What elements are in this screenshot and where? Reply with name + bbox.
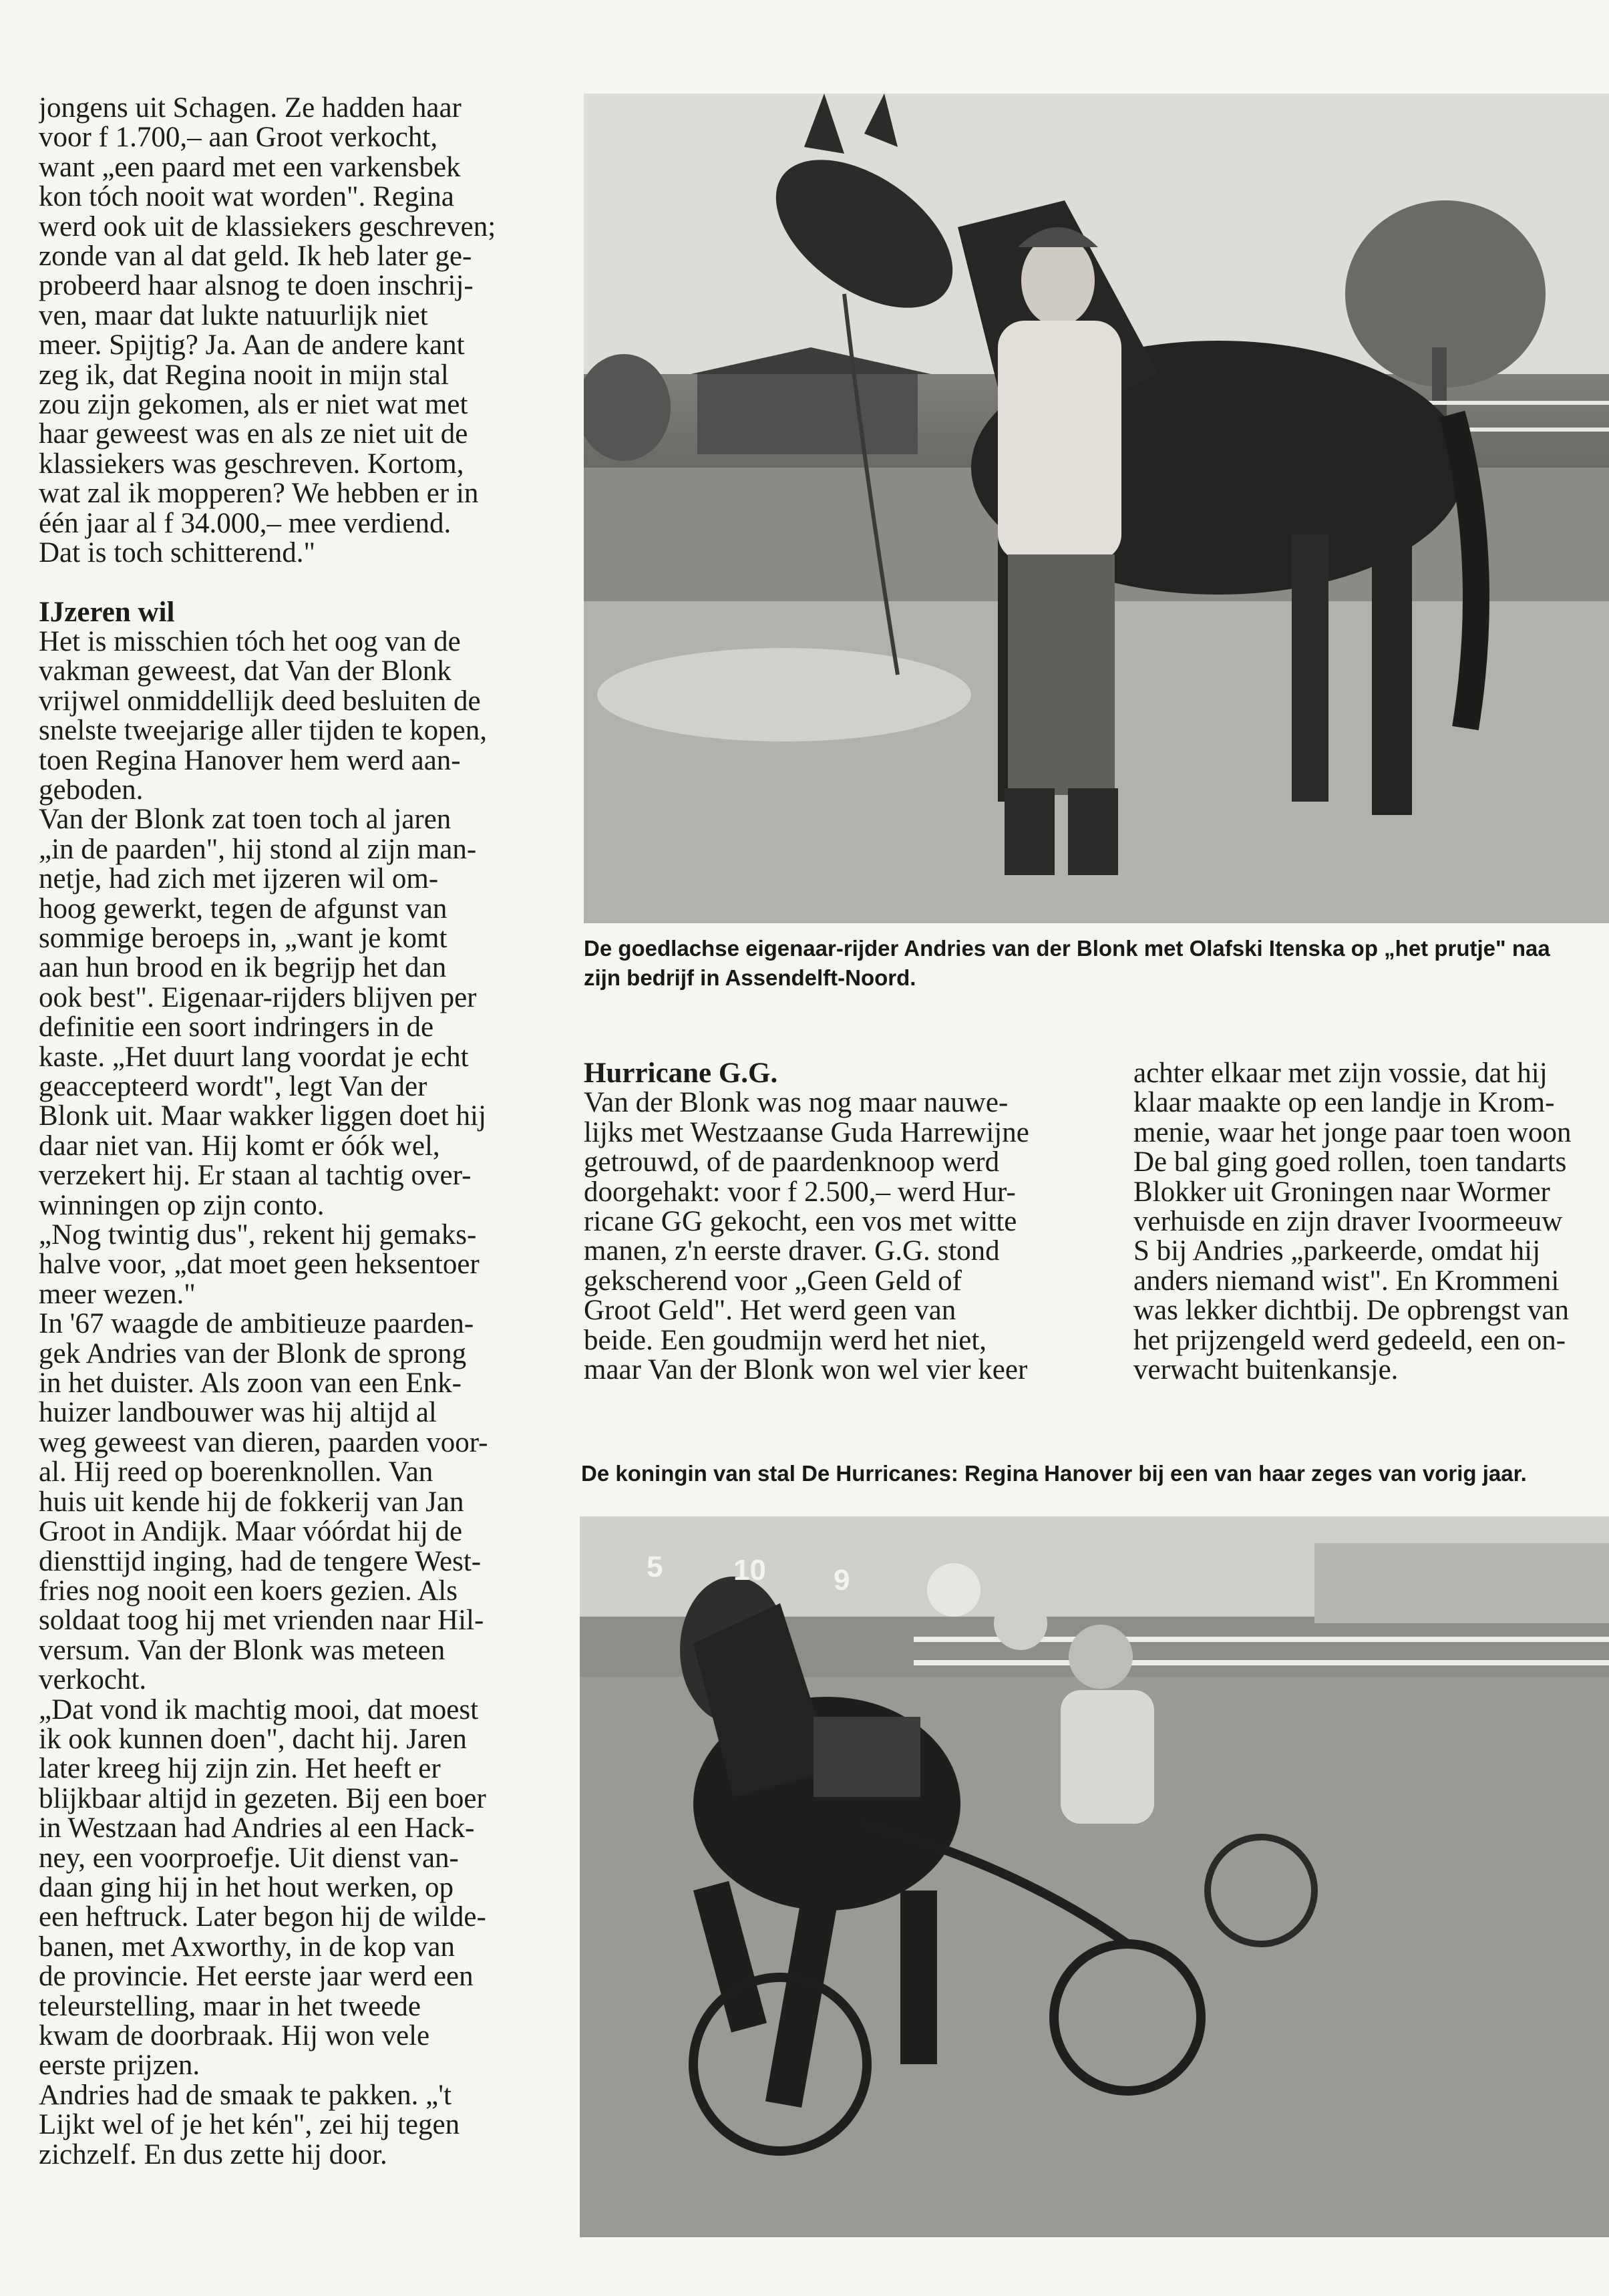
text-line: Het is misschien tóch het oog van de bbox=[39, 625, 461, 657]
text-line: beide. Een goudmijn werd het niet, bbox=[584, 1324, 987, 1356]
text-line: achter elkaar met zijn vossie, dat hij bbox=[1133, 1059, 1548, 1089]
text-line: ook best". Eigenaar-rijders blijven per bbox=[39, 981, 477, 1013]
text-line: het prijzengeld werd gedeeld, een on- bbox=[1133, 1324, 1566, 1356]
hurricane-body-right bbox=[1133, 1059, 1609, 1385]
text-line: kon tóch nooit wat worden". Regina bbox=[39, 181, 454, 213]
text-line: doorgehakt: voor f 2.500,– werd Hur- bbox=[584, 1176, 1016, 1208]
text-line: De bal ging goed rollen, toen tandarts bbox=[1133, 1146, 1567, 1178]
text-line: anders niemand wist". En Krommeni bbox=[1133, 1265, 1560, 1297]
caption-line: De goedlachse eigenaar-rijder Andries van der Blonk met Olafski Itenska op „het prutje" naa bbox=[584, 936, 1550, 961]
text-line: Blonk uit. Maar wakker liggen doet hij bbox=[39, 1100, 486, 1132]
bib-number: 9 bbox=[834, 1564, 850, 1597]
text-line: Groot Geld". Het werd geen van bbox=[584, 1295, 956, 1327]
text-line: ricane GG gekocht, een vos met witte bbox=[584, 1206, 1017, 1238]
text-line: zeg ik, dat Regina nooit in mijn stal bbox=[39, 359, 449, 391]
top-photo-caption bbox=[584, 934, 1609, 993]
caption-line: zijn bedrijf in Assendelft-Noord. bbox=[584, 965, 916, 990]
text-line: hoog gewerkt, tegen de afgunst van bbox=[39, 892, 448, 925]
text-line: zou zijn gekomen, als er niet wat met bbox=[39, 389, 468, 421]
text-line: „in de paarden", hij stond al zijn man- bbox=[39, 833, 477, 865]
text-line: menie, waar het jonge paar toen woon bbox=[1133, 1116, 1572, 1148]
text-line: winningen op zijn conto. bbox=[39, 1189, 325, 1221]
text-line: de provincie. Het eerste jaar werd een bbox=[39, 1961, 474, 1993]
text-line: Van der Blonk was nog maar nauwe- bbox=[584, 1087, 1009, 1119]
text-line: eerste prijzen. bbox=[39, 2049, 200, 2082]
text-line: één jaar al f 34.000,– mee verdiend. bbox=[39, 507, 452, 539]
text-line: Dat is toch schitterend." bbox=[39, 537, 316, 569]
text-line: snelste tweejarige aller tijden te kopen, bbox=[39, 715, 488, 747]
text-line: toen Regina Hanover hem werd aan- bbox=[39, 744, 461, 776]
text-line: daan ging hij in het hout werken, op bbox=[39, 1871, 454, 1903]
text-line: banen, met Axworthy, in de kop van bbox=[39, 1931, 455, 1963]
text-line: Blokker uit Groningen naar Wormer bbox=[1133, 1176, 1550, 1208]
text-line: zichzelf. En dus zette hij door. bbox=[39, 2138, 387, 2170]
text-line: Groot in Andijk. Maar vóórdat hij de bbox=[39, 1516, 463, 1548]
text-line: sommige beroeps in, „want je komt bbox=[39, 922, 448, 954]
text-line: kwam de doorbraak. Hij won vele bbox=[39, 2020, 430, 2052]
bottom-photo-caption: De koningin van stal De Hurricanes: Regina Hanover bij een van haar zeges van vorig jaar. bbox=[581, 1461, 1527, 1486]
text-line: halve voor, „dat moet geen heksentoer bbox=[39, 1249, 480, 1281]
text-line: blijkbaar altijd in gezeten. Bij een boer bbox=[39, 1782, 486, 1814]
bib-number: 10 bbox=[733, 1554, 766, 1587]
text-line: haar geweest was en als ze niet uit de bbox=[39, 418, 468, 450]
text-line: jongens uit Schagen. Ze hadden haar bbox=[39, 94, 462, 124]
text-line: geboden. bbox=[39, 774, 144, 806]
owner-horse-illustration bbox=[584, 94, 1609, 923]
text-line: maar Van der Blonk won wel vier keer bbox=[584, 1354, 1028, 1385]
bib-number: 5 bbox=[647, 1550, 663, 1583]
text-line: netje, had zich met ijzeren wil om- bbox=[39, 863, 439, 895]
text-line: werd ook uit de klassiekers geschreven; bbox=[39, 210, 496, 242]
text-line: „Dat vond ik machtig mooi, dat moest bbox=[39, 1693, 479, 1726]
text-line: Lijkt wel of je het kén", zei hij tegen bbox=[39, 2109, 460, 2141]
section-heading-ijzeren-wil: IJzeren wil bbox=[39, 596, 175, 628]
text-line: huizer landbouwer was hij altijd al bbox=[39, 1397, 437, 1429]
text-line: In '67 waagde de ambitieuze paarden- bbox=[39, 1308, 474, 1340]
text-line: Andries had de smaak te pakken. „'t bbox=[39, 2079, 452, 2111]
text-line: gekscherend voor „Geen Geld of bbox=[584, 1265, 962, 1297]
section-heading-hurricane: Hurricane G.G. bbox=[584, 1059, 778, 1089]
text-line: huis uit kende hij de fokkerij van Jan bbox=[39, 1486, 464, 1518]
text-line: een heftruck. Later begon hij de wilde- bbox=[39, 1901, 486, 1933]
text-line: ven, maar dat lukte natuurlijk niet bbox=[39, 299, 428, 331]
text-line: want „een paard met een varkensbek bbox=[39, 151, 461, 183]
ijzeren-wil-body bbox=[39, 627, 546, 2170]
text-line: getrouwd, of de paardenknoop werd bbox=[584, 1146, 1000, 1178]
text-line: verwacht buitenkansje. bbox=[1133, 1354, 1399, 1385]
text-line: S bij Andries „parkeerde, omdat hij bbox=[1133, 1235, 1541, 1267]
text-line: later kreeg hij zijn zin. Het heeft er bbox=[39, 1753, 441, 1785]
text-line: verzekert hij. Er staan al tachtig over- bbox=[39, 1160, 472, 1192]
hurricane-body-left bbox=[584, 1088, 1091, 1385]
text-line: verhuisde en zijn draver Ivoormeeuw bbox=[1133, 1206, 1563, 1238]
race-illustration bbox=[580, 1516, 1609, 2237]
text-line: aan hun brood en ik begrijp het dan bbox=[39, 952, 447, 984]
text-line: klaar maakte op een landje in Krom- bbox=[1133, 1087, 1555, 1119]
text-line: ney, een voorproefje. Uit dienst van- bbox=[39, 1842, 459, 1874]
photo-owner-with-horse bbox=[584, 94, 1609, 923]
text-line: gek Andries van der Blonk de sprong bbox=[39, 1337, 467, 1369]
text-line: was lekker dichtbij. De opbrengst van bbox=[1133, 1295, 1569, 1327]
text-line: zonde van al dat geld. Ik heb later ge- bbox=[39, 240, 472, 273]
text-line: teleurstelling, maar in het tweede bbox=[39, 1990, 421, 2022]
text-line: vrijwel onmiddellijk deed besluiten de bbox=[39, 685, 481, 717]
intro-paragraph bbox=[39, 94, 546, 568]
text-line: meer wezen." bbox=[39, 1278, 196, 1310]
text-line: daar niet van. Hij komt er óók wel, bbox=[39, 1130, 440, 1162]
text-line: geaccepteerd wordt", legt Van der bbox=[39, 1071, 427, 1102]
text-line: voor f 1.700,– aan Groot verkocht, bbox=[39, 122, 438, 154]
left-article-column bbox=[39, 94, 546, 2170]
text-line: fries nog nooit een koers gezien. Als bbox=[39, 1575, 458, 1607]
text-line: probeerd haar alsnog te doen inschrij- bbox=[39, 270, 474, 302]
text-line: lijks met Westzaanse Guda Harrewijne bbox=[584, 1116, 1029, 1148]
text-line: klassiekers was geschreven. Kortom, bbox=[39, 448, 464, 480]
text-line: diensttijd inging, had de tengere West- bbox=[39, 1545, 482, 1577]
hurricane-column-right bbox=[1133, 1059, 1609, 1385]
text-line: definitie een soort indringers in de bbox=[39, 1011, 434, 1043]
text-line: manen, z'n eerste draver. G.G. stond bbox=[584, 1235, 1000, 1267]
photo-race-regina-hanover bbox=[580, 1516, 1609, 2237]
text-line: meer. Spijtig? Ja. Aan de andere kant bbox=[39, 329, 465, 361]
text-line: „Nog twintig dus", rekent hij gemaks- bbox=[39, 1219, 477, 1251]
text-line: ik ook kunnen doen", dacht hij. Jaren bbox=[39, 1723, 467, 1755]
text-line: versum. Van der Blonk was meteen bbox=[39, 1634, 445, 1666]
text-line: in het duister. Als zoon van een Enk- bbox=[39, 1367, 462, 1400]
text-line: wat zal ik mopperen? We hebben er in bbox=[39, 478, 479, 510]
text-line: kaste. „Het duurt lang voordat je echt bbox=[39, 1041, 469, 1073]
text-line: vakman geweest, dat Van der Blonk bbox=[39, 655, 452, 687]
text-line: Van der Blonk zat toen toch al jaren bbox=[39, 804, 452, 836]
text-line: soldaat toog hij met vrienden naar Hil- bbox=[39, 1605, 484, 1637]
text-line: verkocht. bbox=[39, 1664, 147, 1696]
text-line: weg geweest van dieren, paarden voor- bbox=[39, 1426, 488, 1458]
hurricane-column-left bbox=[584, 1059, 1091, 1385]
text-line: al. Hij reed op boerenknollen. Van bbox=[39, 1456, 433, 1488]
text-line: in Westzaan had Andries al een Hack- bbox=[39, 1812, 475, 1844]
